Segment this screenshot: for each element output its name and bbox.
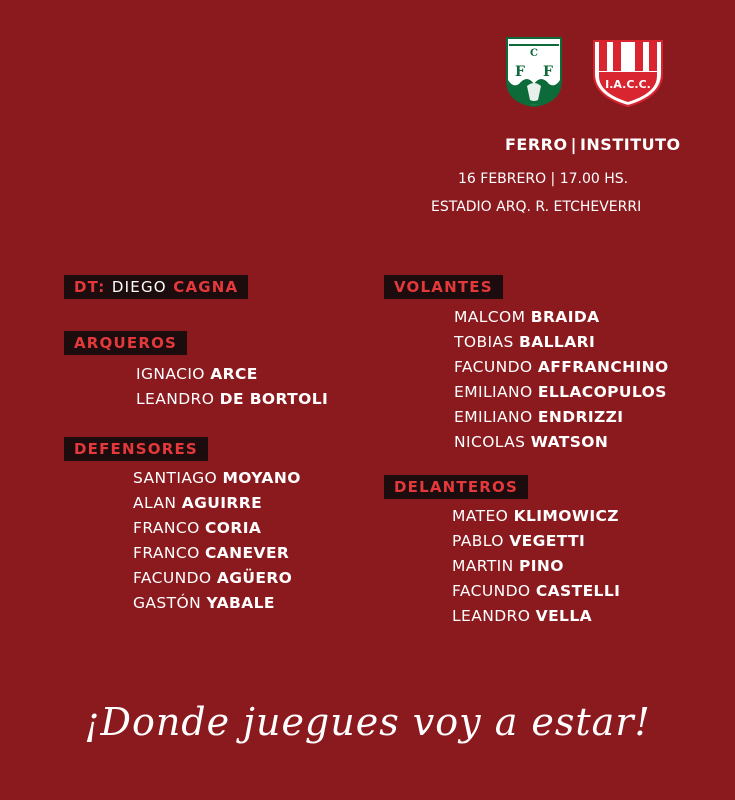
- list-item: [454, 405, 669, 430]
- player-last-name: VEGETTI: [509, 532, 586, 550]
- section-header-delanteros: [384, 475, 528, 499]
- player-first-name: LEANDRO: [136, 390, 215, 408]
- player-first-name: LEANDRO: [452, 607, 531, 625]
- svg-text:I.A.C.C.: I.A.C.C.: [605, 78, 651, 91]
- section-title: ARQUEROS: [74, 334, 178, 352]
- player-last-name: ENDRIZZI: [537, 408, 624, 426]
- list-item: [454, 355, 669, 380]
- list-item: [133, 491, 301, 516]
- list-item: [136, 387, 328, 412]
- player-last-name: AGÜERO: [216, 569, 293, 587]
- section-header-arqueros: [64, 331, 187, 355]
- player-first-name: FRANCO: [133, 544, 200, 562]
- list-item: [454, 330, 669, 355]
- svg-text:F: F: [515, 64, 525, 80]
- player-last-name: BALLARI: [519, 333, 596, 351]
- section-title: VOLANTES: [394, 278, 493, 296]
- coach-label: DT:: [74, 278, 106, 296]
- ferro-crest-icon: [505, 36, 563, 108]
- section-header-defensores: [64, 437, 208, 461]
- player-list-defensores: [133, 466, 301, 616]
- player-list-delanteros: [452, 504, 620, 629]
- player-last-name: PINO: [518, 557, 564, 575]
- player-first-name: MATEO: [452, 507, 509, 525]
- player-last-name: AGUIRRE: [181, 494, 263, 512]
- section-header-volantes: [384, 275, 503, 299]
- slogan: ¡Donde juegues voy a estar!: [84, 700, 651, 744]
- player-first-name: EMILIANO: [454, 383, 533, 401]
- coach-header: [64, 275, 248, 299]
- player-last-name: YABALE: [206, 594, 275, 612]
- home-team-name: FERRO: [505, 135, 568, 154]
- match-title: [505, 135, 681, 154]
- match-date: 16 FEBRERO | 17.00 HS.: [458, 171, 629, 187]
- player-first-name: IGNACIO: [136, 365, 205, 383]
- player-last-name: CORIA: [205, 519, 262, 537]
- player-first-name: SANTIAGO: [133, 469, 218, 487]
- match-stadium: ESTADIO ARQ. R. ETCHEVERRI: [431, 199, 642, 215]
- svg-text:C: C: [530, 48, 538, 59]
- list-item: [133, 516, 301, 541]
- instituto-crest-icon: [591, 38, 665, 108]
- list-item: [133, 566, 301, 591]
- player-last-name: KLIMOWICZ: [513, 507, 619, 525]
- player-first-name: FACUNDO: [454, 358, 533, 376]
- player-first-name: TOBIAS: [454, 333, 514, 351]
- list-item: [133, 541, 301, 566]
- title-separator: |: [570, 135, 577, 154]
- player-first-name: MARTIN: [452, 557, 514, 575]
- player-last-name: WATSON: [530, 433, 609, 451]
- player-first-name: MALCOM: [454, 308, 526, 326]
- player-last-name: DE BORTOLI: [219, 390, 329, 408]
- list-item: [452, 579, 620, 604]
- player-first-name: PABLO: [452, 532, 504, 550]
- list-item: [452, 554, 620, 579]
- player-first-name: EMILIANO: [454, 408, 533, 426]
- player-list-arqueros: [136, 362, 328, 412]
- player-last-name: VELLA: [535, 607, 593, 625]
- list-item: [452, 604, 620, 629]
- player-first-name: ALAN: [133, 494, 177, 512]
- list-item: [454, 305, 669, 330]
- list-item: [136, 362, 328, 387]
- player-first-name: NICOLAS: [454, 433, 526, 451]
- player-first-name: GASTÓN: [133, 594, 202, 612]
- player-first-name: FACUNDO: [133, 569, 212, 587]
- away-team-name: INSTITUTO: [579, 135, 681, 154]
- player-first-name: FRANCO: [133, 519, 200, 537]
- player-last-name: ELLACOPULOS: [537, 383, 667, 401]
- list-item: [133, 466, 301, 491]
- player-last-name: ARCE: [210, 365, 258, 383]
- player-last-name: AFFRANCHINO: [537, 358, 669, 376]
- list-item: [133, 591, 301, 616]
- club-crests: [505, 36, 670, 108]
- svg-text:F: F: [543, 64, 553, 80]
- player-last-name: CASTELLI: [535, 582, 621, 600]
- section-title: DEFENSORES: [74, 440, 198, 458]
- list-item: [454, 380, 669, 405]
- player-list-volantes: [454, 305, 669, 455]
- player-first-name: FACUNDO: [452, 582, 531, 600]
- list-item: [452, 504, 620, 529]
- list-item: [452, 529, 620, 554]
- player-last-name: BRAIDA: [530, 308, 600, 326]
- list-item: [454, 430, 669, 455]
- section-title: DELANTEROS: [394, 478, 519, 496]
- coach-last-name: CAGNA: [173, 278, 239, 296]
- coach-first-name: DIEGO: [111, 278, 167, 296]
- player-last-name: MOYANO: [222, 469, 301, 487]
- player-last-name: CANEVER: [205, 544, 290, 562]
